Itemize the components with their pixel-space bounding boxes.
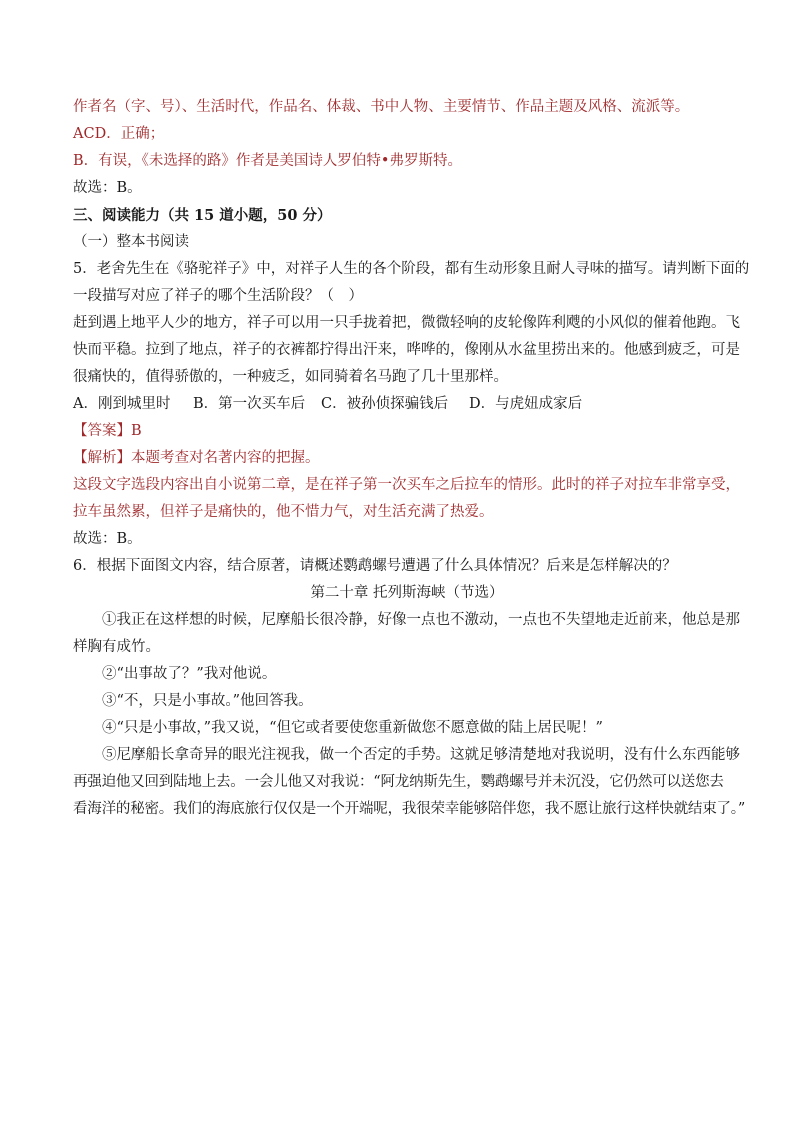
document-page (73, 94, 750, 823)
q5-passage-1: 赶到遇上地平人少的地方，祥子可以用一只手拢着把，微微轻响的皮轮像阵利飕的小风似的催着他跑。飞 (73, 315, 740, 331)
analysis-tag: 【解析】 (73, 450, 131, 466)
q5-stem-1: 5．老舍先生在《骆驼祥子》中，对祥子人生的各个阶段，都有生动形象且耐人寻味的描写。请判断下面的 (73, 261, 750, 277)
q6-stem: 6．根据下面图文内容，结合原著，请概述鹦鹉螺号遭遇了什么具体情况？后来是怎样解决的？ (73, 558, 677, 574)
q5-passage-2: 快而平稳。拉到了地点，祥子的衣裤都拧得出汗来，哗哗的，像刚从水盆里捞出来的。他感到疲乏，可是 (73, 342, 740, 358)
sub-title: （一）整本书阅读 (73, 234, 189, 250)
paragraph-5: ⑤尼摩船长拿奇异的眼光注视我，做一个否定的手势。这就足够清楚地对我说明，没有什么东西能够 (102, 747, 740, 763)
paragraph-2: ②“出事故了？”我对他说。 (102, 666, 277, 682)
paragraph-5-cont-2: 看海洋的秘密。我们的海底旅行仅仅是一个开端呢，我很荣幸能够陪伴您，我不愿让旅行这样快就结束了。” (73, 801, 746, 817)
q5-stem-2: 一段描写对应了祥子的哪个生活阶段？（ ） (73, 288, 363, 304)
q5-options (73, 391, 741, 418)
intro-line: 作者名（字、号）、生活时代，作品名、体裁、书中人物、主要情节、作品主题及风格、流派等。 (73, 99, 690, 115)
paragraph-4: ④“只是小事故，”我又说，“但它或者要使您重新做您不愿意做的陆上居民呢！” (102, 720, 603, 736)
q5-answer (73, 418, 741, 445)
analysis-text: 本题考查对名著内容的把握。 (131, 450, 320, 466)
acd-line: ACD．正确； (73, 126, 165, 142)
paragraph-1-cont: 样胸有成竹。 (73, 639, 160, 655)
option-d: D．与虎妞成家后 (469, 396, 583, 412)
q5-conclusion: 故选：B。 (73, 531, 142, 547)
paragraph-1: ①我正在这样想的时候，尼摩船长很冷静，好像一点也不激动，一点也不失望地走近前来，他总是那 (102, 612, 740, 628)
q5-passage-3: 很痛快的，值得骄傲的，一种疲乏，如同骑着名马跑了几十里那样。 (73, 369, 508, 385)
chapter-title: 第二十章 托列斯海峡（节选） (310, 585, 504, 601)
b-line: B．有误，《未选择的路》作者是美国诗人罗伯特•弗罗斯特。 (73, 153, 462, 169)
paragraph-5-cont-1: 再强迫他又回到陆地上去。一会儿他又对我说：“阿龙纳斯先生，鹦鹉螺号并未沉没，它仍然可以送您去 (73, 774, 724, 790)
option-b: B．第一次买车后 (193, 396, 306, 412)
paragraph-3: ③“不，只是小事故。”他回答我。 (102, 693, 313, 709)
answer-value: B (131, 423, 142, 439)
answer-tag: 【答案】 (73, 423, 131, 439)
q5-analysis-3: 拉车虽然累，但祥子是痛快的，他不惜力气，对生活充满了热爱。 (73, 504, 494, 520)
section-title: 三、阅读能力（共 15 道小题，50 分） (73, 207, 332, 224)
q5-analysis-2: 这段文字选段内容出自小说第二章，是在祥子第一次买车之后拉车的情形。此时的祥子对拉车非常享受， (73, 477, 740, 493)
option-a: A．刚到城里时 (73, 396, 171, 412)
option-c: C．被孙侦探骗钱后 (321, 396, 449, 412)
q5-analysis (73, 445, 741, 472)
answer-line: 故选：B。 (73, 180, 142, 196)
